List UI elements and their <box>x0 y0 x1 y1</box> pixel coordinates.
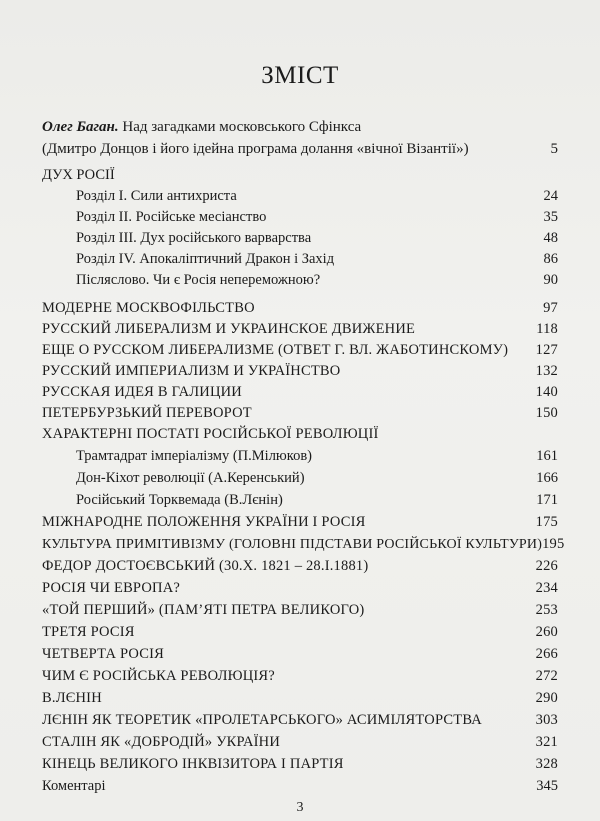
toc-entry-title: ЛЄНІН ЯК ТЕОРЕТИК «ПРОЛЕТАРСЬКОГО» АСИМІЛЯТОРСТВА <box>42 712 482 728</box>
toc-subentry-title: Розділ ІІ. Російське месіанство <box>76 209 267 225</box>
toc-subentry-page: 24 <box>543 188 558 204</box>
intro-entry <box>42 116 558 160</box>
toc-entry-page: 226 <box>535 558 558 574</box>
toc-entry-page: 272 <box>535 668 558 684</box>
toc-entry-title: КУЛЬТУРА ПРИМІТИВІЗМУ (ГОЛОВНІ ПІДСТАВИ РОСІЙСЬКОЇ КУЛЬТУРИ) <box>42 537 543 552</box>
toc-subentry-title: Розділ ІІІ. Дух російського варварства <box>76 230 312 246</box>
toc-entry <box>42 754 558 774</box>
comments-row <box>42 776 558 796</box>
toc-subentry <box>76 490 558 510</box>
toc-subentry-page: 166 <box>536 470 558 486</box>
intro-title-line1: Над загадками московського Сфінкса <box>122 119 362 135</box>
intro-line-1 <box>42 116 558 138</box>
intro-line-2 <box>42 138 558 160</box>
toc-entry-title: РУССКИЙ ЛИБЕРАЛИЗМ И УКРАИНСКОЕ ДВИЖЕНИЕ <box>42 321 416 337</box>
toc-subentry-title: Дон-Кіхот революції (А.Керенський) <box>76 470 305 486</box>
toc-entry-page: 175 <box>535 514 558 530</box>
toc-entry-page: 260 <box>535 624 558 640</box>
toc-entry <box>42 578 558 598</box>
toc-subentry-page: 35 <box>543 209 558 225</box>
toc-subentry-page: 171 <box>536 492 558 508</box>
intro-page: 5 <box>550 141 558 157</box>
page-title: ЗМІСТ <box>261 62 339 89</box>
toc-entry <box>42 403 558 423</box>
toc-entry-page: 321 <box>535 734 558 750</box>
toc-entry <box>42 319 558 339</box>
toc-entry-title: В.ЛЄНІН <box>42 690 102 706</box>
toc-entry-page: 132 <box>535 363 558 379</box>
toc-entry-page: 266 <box>535 646 558 662</box>
toc-entry-page: 140 <box>535 384 558 400</box>
page-number: 3 <box>296 800 304 815</box>
toc-entry-page: 118 <box>536 321 558 337</box>
toc-entry-title: КІНЕЦЬ ВЕЛИКОГО ІНКВІЗИТОРА І ПАРТІЯ <box>42 756 344 772</box>
toc-entry-title: РОСІЯ ЧИ ЕВРОПА? <box>42 580 181 596</box>
toc-entry-title: МІЖНАРОДНЕ ПОЛОЖЕННЯ УКРАЇНИ І РОСІЯ <box>42 514 366 530</box>
toc-entry <box>42 298 558 318</box>
toc-entry-page: 290 <box>535 690 558 706</box>
toc-entry-page: 150 <box>535 405 558 421</box>
toc-subentry-title: Післяслово. Чи є Росія непереможною? <box>76 272 321 288</box>
toc-entry <box>42 534 565 554</box>
toc-entry <box>42 732 558 752</box>
toc-subentry <box>76 446 558 466</box>
toc-subentry <box>76 186 558 206</box>
toc-entry-title: ЧИМ Є РОСІЙСЬКА РЕВОЛЮЦІЯ? <box>42 668 275 684</box>
toc-entry-title: МОДЕРНЕ МОСКВОФІЛЬСТВО <box>42 300 255 316</box>
toc-entry-page: 195 <box>542 536 565 552</box>
toc-entry-title: ФЕДОР ДОСТОЄВСЬКИЙ (30.X. 1821 – 28.I.1881) <box>42 558 369 574</box>
toc-subentry-title: Розділ І. Сили антихриста <box>76 188 237 204</box>
comments-title: Коментарі <box>42 778 106 794</box>
toc-subentry-title: Російський Торквемада (В.Лєнін) <box>76 492 283 508</box>
toc-subentry <box>76 468 558 488</box>
toc-entry-title: СТАЛІН ЯК «ДОБРОДІЙ» УКРАЇНИ <box>42 734 280 750</box>
toc-subentry <box>76 207 558 227</box>
toc-subentry-title: Трамтадрат імперіалізму (П.Мілюков) <box>76 448 312 464</box>
comments-page: 345 <box>536 778 558 794</box>
toc-entry-title: «ТОЙ ПЕРШИЙ» (ПАМ’ЯТІ ПЕТРА ВЕЛИКОГО) <box>42 602 365 618</box>
toc-entry-title: ЧЕТВЕРТА РОСІЯ <box>42 646 165 662</box>
toc-entry <box>42 556 558 576</box>
toc-subentry-page: 161 <box>536 448 558 464</box>
toc-subentry-page: 48 <box>543 230 558 246</box>
toc-subentry <box>76 249 558 269</box>
toc-entry-title: ПЕТЕРБУРЗЬКИЙ ПЕРЕВОРОТ <box>42 405 252 421</box>
section-heading: ДУХ РОСІЇ <box>42 167 115 183</box>
toc-entry <box>42 622 558 642</box>
toc-entry-title: РУССКАЯ ИДЕЯ В ГАЛИЦИИ <box>42 384 242 400</box>
toc-entry-page: 234 <box>535 580 558 596</box>
toc-entry <box>42 382 558 402</box>
toc-entry-page: 97 <box>543 300 558 316</box>
toc-entry-title: РУССКИЙ ИМПЕРИАЛИЗМ И УКРАЇНСТВО <box>42 363 341 379</box>
toc-entry <box>42 688 558 708</box>
toc-subentry-page: 86 <box>543 251 558 267</box>
section-heading: ХАРАКТЕРНІ ПОСТАТІ РОСІЙСЬКОЇ РЕВОЛЮЦІЇ <box>42 426 379 442</box>
intro-author: Олег Баган. <box>42 119 119 135</box>
toc-entry <box>42 600 558 620</box>
toc-entry <box>42 340 558 360</box>
toc-entry <box>42 666 558 686</box>
toc-entry-title: ЕЩЕ О РУССКОМ ЛИБЕРАЛИЗМЕ (ОТВЕТ Г. ВЛ. ЖАБОТИНСКОМУ) <box>42 342 509 358</box>
toc-subentry-page: 90 <box>543 272 558 288</box>
toc-entry-title: ТРЕТЯ РОСІЯ <box>42 624 135 640</box>
toc-subentry <box>76 270 558 290</box>
toc-entry <box>42 710 558 730</box>
toc-entry <box>42 512 558 532</box>
toc-entry <box>42 361 558 381</box>
section2-heading-row <box>42 424 558 444</box>
section1-heading-row <box>42 165 558 185</box>
intro-title-line2: (Дмитро Донцов і його ідейна програма долання «вічної Візантії») <box>42 141 469 157</box>
toc-entry <box>42 644 558 664</box>
toc-subentry <box>76 228 558 248</box>
toc-entry-page: 127 <box>535 342 558 358</box>
toc-entry-page: 328 <box>535 756 558 772</box>
toc-entry-page: 303 <box>535 712 558 728</box>
toc-entry-page: 253 <box>535 602 558 618</box>
toc-subentry-title: Розділ IV. Апокаліптичний Дракон і Захід <box>76 251 335 267</box>
